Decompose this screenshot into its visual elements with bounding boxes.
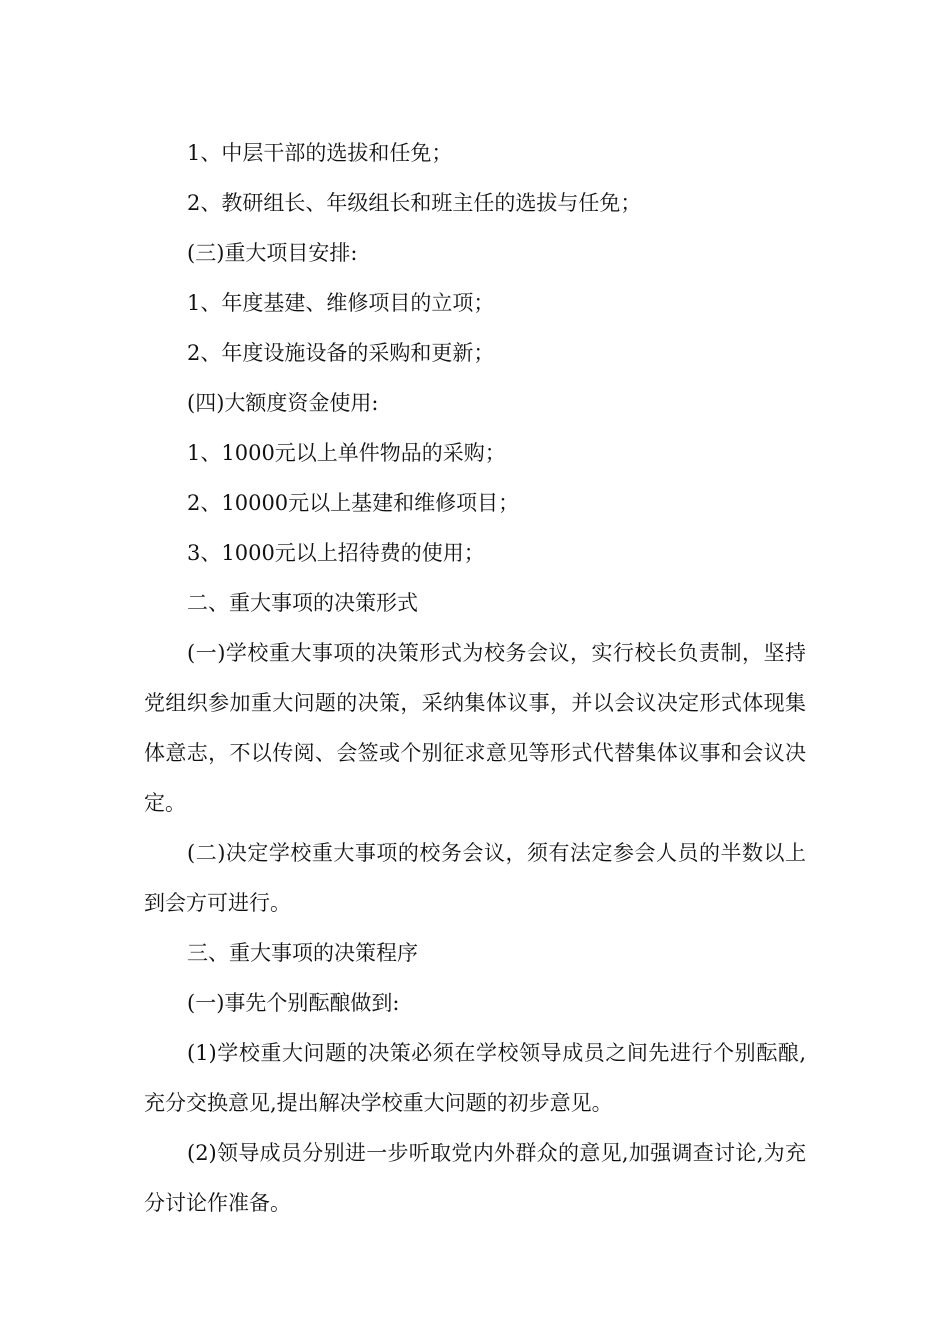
paragraph-decision-form-1: (一)学校重大事项的决策形式为校务会议，实行校长负责制，坚持党组织参加重大问题的决策，采纳集体议事，并以会议决定形式体现集体意志，不以传阅、会签或个别征求意见等形式代替集体议事和会议决定。 <box>144 641 806 815</box>
list-item-construction-projects: 1、年度基建、维修项目的立项； <box>187 291 495 315</box>
list-item-cadre-appointment: 1、中层干部的选拔和任免； <box>187 141 453 165</box>
list-item-equipment-purchase: 2、年度设施设备的采购和更新； <box>187 341 495 365</box>
list-item-hospitality-funds: 3、1000元以上招待费的使用； <box>187 541 485 565</box>
list-item-single-item-purchase: 1、1000元以上单件物品的采购； <box>187 441 506 465</box>
subheading-prior-consultation: (一)事先个别酝酿做到: <box>187 991 400 1015</box>
section-heading-decision-procedure: 三、重大事项的决策程序 <box>187 941 418 965</box>
subheading-major-projects: (三)重大项目安排: <box>187 241 358 265</box>
list-item-construction-funds: 2、10000元以上基建和维修项目； <box>187 491 520 515</box>
paragraph-procedure-2: (2)领导成员分别进一步听取党内外群众的意见,加强调查讨论,为充分讨论作准备。 <box>144 1141 806 1215</box>
paragraph-decision-form-2: (二)决定学校重大事项的校务会议，须有法定参会人员的半数以上到会方可进行。 <box>144 841 806 915</box>
list-item-group-leader-appointment: 2、教研组长、年级组长和班主任的选拔与任免； <box>187 191 642 215</box>
document-body <box>144 128 806 1228</box>
subheading-large-funds: (四)大额度资金使用: <box>187 391 379 415</box>
paragraph-procedure-1: (1)学校重大问题的决策必须在学校领导成员之间先进行个别酝酿,充分交换意见,提出解决学校重大问题的初步意见。 <box>144 1041 806 1115</box>
section-heading-decision-form: 二、重大事项的决策形式 <box>187 591 418 615</box>
